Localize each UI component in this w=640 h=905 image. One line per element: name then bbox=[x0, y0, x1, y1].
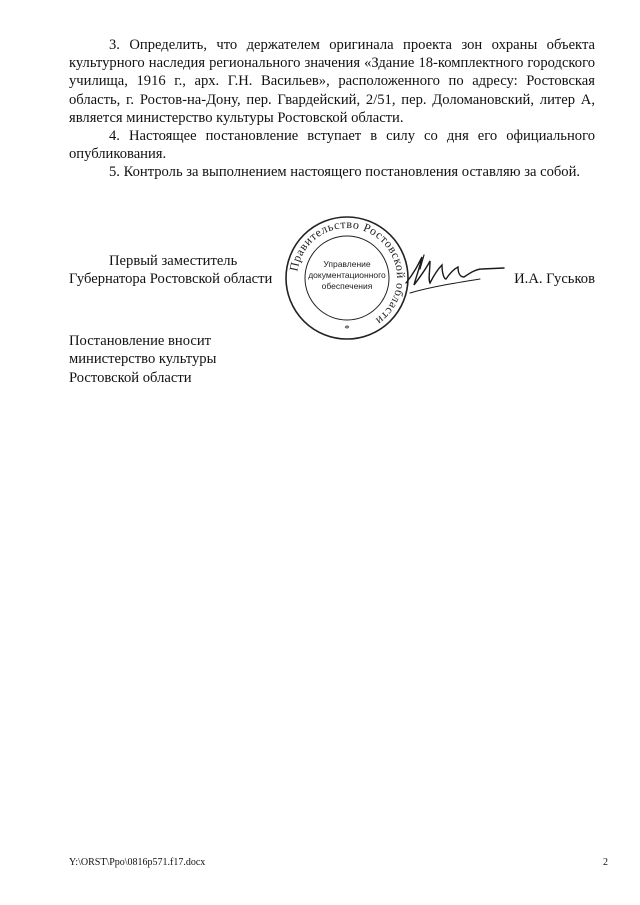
stamp-inner-line3: обеспечения bbox=[321, 281, 373, 291]
signatory-name: И.А. Гуськов bbox=[514, 271, 595, 287]
handwritten-signature-icon bbox=[400, 243, 510, 303]
signatory-title-line2: Губернатора Ростовской области bbox=[69, 271, 273, 288]
submitter-block bbox=[69, 332, 216, 387]
submitter-line2: министерство культуры bbox=[69, 351, 217, 368]
stamp-outer-text: Правительство Ростовской области bbox=[286, 216, 409, 329]
paragraph-4: 4. Настоящее постановление вступает в силу со дня его официального опубликования. bbox=[69, 128, 595, 163]
footer-file-path: Y:\ORST\Ppo\0816p571.f17.docx bbox=[69, 857, 206, 868]
paragraph-3: 3. Определить, что держателем оригинала проекта зон охраны объекта культурного наследия регионального значения «Здание 18-комплектного городского училища, 1916 г., арх. Г.Н. Васильев», расположенного по адресу: Ростовская область, г. Ростов-на-Дону, пер. Гвардейский, 2/51, пер. Доломановский, литер А, является министерство культуры Ростовской области. bbox=[69, 37, 595, 126]
stamp-inner-line2: документационного bbox=[308, 270, 386, 280]
stamp-bottom-mark: * bbox=[344, 323, 350, 335]
submitter-line3: Ростовской области bbox=[69, 369, 192, 386]
submitter-line1: Постановление вносит bbox=[69, 333, 212, 349]
signatory-title bbox=[69, 252, 272, 289]
signatory-title-line1: Первый заместитель bbox=[109, 253, 238, 269]
official-stamp-icon bbox=[284, 215, 410, 341]
document-body bbox=[69, 36, 595, 182]
page-number: 2 bbox=[603, 857, 608, 868]
paragraph-5: 5. Контроль за выполнением настоящего постановления оставляю за собой. bbox=[109, 164, 581, 181]
stamp-inner-line1: Управление bbox=[323, 259, 371, 269]
